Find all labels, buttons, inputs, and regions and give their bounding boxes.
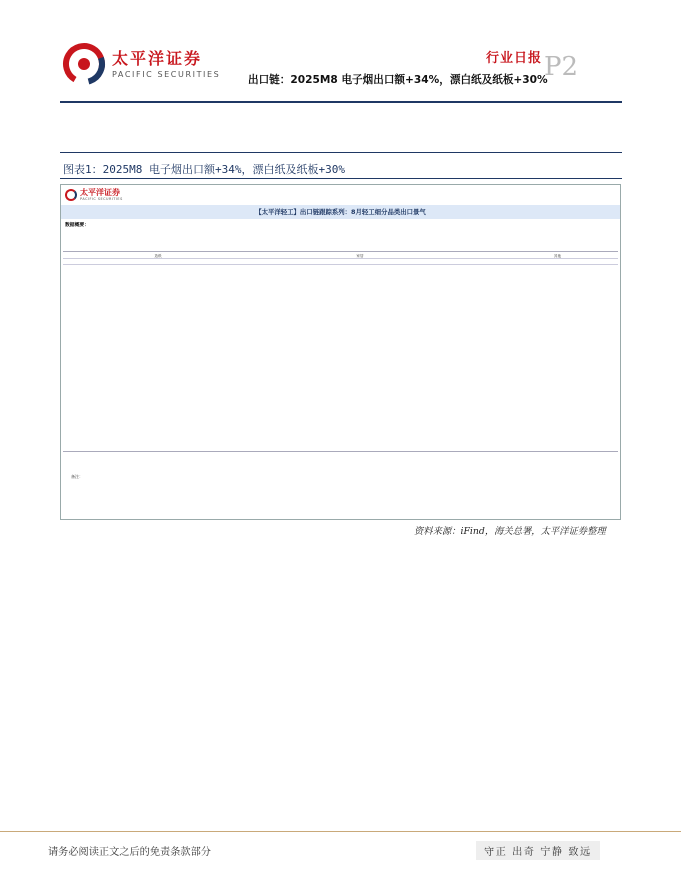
notes-label: 备注： [71,474,83,479]
caption-divider-top [60,152,622,153]
logo-name-cn: 太平洋证券 [112,48,203,68]
category-header [578,259,618,264]
caption-divider-bottom [60,178,622,179]
export-table [63,251,618,265]
category-header [314,259,359,264]
data-source: 资料来源：iFind，海关总署，太平洋证券整理 [414,526,606,537]
figure-image [60,184,621,520]
section-head-other: 其他 [553,254,562,258]
category-header [451,259,497,264]
header-divider [60,101,622,103]
figure-logo [65,188,123,201]
footer-disclaimer: 请务必阅读正文之后的免责条款部分 [48,847,211,858]
logo-name-en: PACIFIC SECURITIES [112,69,221,79]
footer-divider [0,831,681,832]
figure-logo-cn: 太平洋证券 [80,188,120,197]
logo-mark-icon [62,42,106,86]
section-head-paper: 造纸 [154,254,162,258]
report-type: 行业日报 [486,51,543,66]
figure-logo-en: PACIFIC SECURITIES [80,197,123,201]
category-header [93,259,136,264]
category-header-row [63,259,618,265]
figure-notes [63,451,618,509]
section-header-row [63,251,618,259]
figure-caption: 图表1：2025M8 电子烟出口额+34%，漂白纸及纸板+30% [63,163,345,176]
report-title: 出口链：2025M8 电子烟出口额+34%，漂白纸及纸板+30% [248,74,548,86]
category-header [136,259,179,264]
category-header [223,259,269,264]
category-header [405,259,451,264]
category-header [359,259,405,264]
logo-circle-icon [65,189,77,201]
section-head-home: 家居 [356,254,364,258]
category-header [269,259,314,264]
figure-banner: 【太平洋轻工】出口链跟踪系列：8月轻工细分品类出口景气 [61,205,620,219]
category-header [497,259,537,264]
category-header [537,259,578,264]
category-header [179,259,223,264]
figure-summary [65,222,616,229]
page-number: P2 [544,52,579,82]
company-logo [62,42,220,86]
summary-label: 数据概要： [65,223,89,228]
corner-label [63,252,93,258]
footer-motto: 守正 出奇 宁静 致远 [476,841,600,860]
